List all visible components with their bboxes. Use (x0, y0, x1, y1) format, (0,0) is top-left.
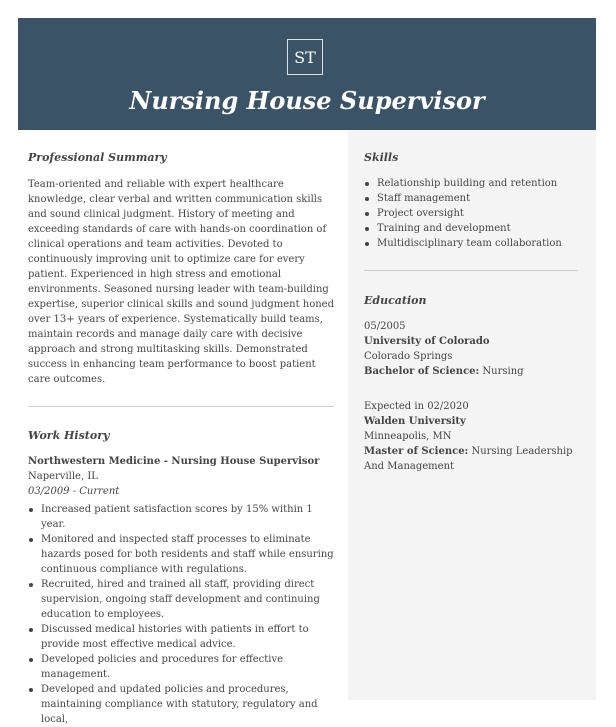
skill-item: Project oversight (364, 206, 584, 221)
job-title: Northwestern Medicine - Nursing House Supervisor (28, 456, 320, 467)
skill-item: Multidisciplinary team collaboration (364, 236, 584, 251)
education-degree (364, 444, 580, 474)
education-date: 05/2005 (364, 321, 406, 332)
degree-field: Nursing (482, 366, 524, 377)
section-divider (364, 270, 578, 271)
job-bullet: Recruited, hired and trained all staff, providing direct supervision, ongoing staff development and continuing education to employees. (28, 577, 338, 622)
education-location: Colorado Springs (364, 351, 453, 362)
resume-title: Nursing House Supervisor (129, 86, 485, 115)
education-date: Expected in 02/2020 (364, 401, 469, 412)
job-bullet: Discussed medical histories with patients in effort to provide most effective medical advice. (28, 622, 338, 652)
summary-heading: Professional Summary (28, 151, 167, 164)
education-heading: Education (364, 294, 427, 307)
skill-item: Staff management (364, 191, 584, 206)
section-divider (28, 406, 334, 407)
education-school: Walden University (364, 416, 466, 427)
skill-item: Training and development (364, 221, 584, 236)
skill-item: Relationship building and retention (364, 176, 584, 191)
job-bullet: Developed and updated policies and procedures, maintaining compliance with statutory, regulatory and local, (28, 682, 338, 727)
job-bullets (28, 502, 338, 727)
summary-text: Team-oriented and reliable with expert healthcare knowledge, clear verbal and written communication skills and sound clinical judgment. History of meeting and exceeding standards of care with hands-on coordination of clinical operations and team activities. Devoted to continuously improving unit to optimize care for every patient. Experienced in high stress and emotional environments. Seasoned nursing leader with team-building expertise, superior clinical skills and sound judgment honed over 13+ years of experience. Systematically build teams, maintain records and manage daily care with decisive approach and strong multitasking skills. Demonstrated success in enhancing team performance to boost patient care outcomes. (28, 179, 335, 385)
job-bullet: Increased patient satisfaction scores by 15% within 1 year. (28, 502, 338, 532)
education-degree (364, 364, 524, 379)
job-location: Naperville, IL (28, 471, 98, 482)
skills-list (364, 176, 584, 251)
degree-label: Master of Science: (364, 446, 469, 457)
work-history-heading: Work History (28, 429, 110, 442)
skills-heading: Skills (364, 151, 399, 164)
education-school: University of Colorado (364, 336, 490, 347)
monogram: ST (287, 39, 323, 75)
degree-label: Bachelor of Science: (364, 366, 480, 377)
job-bullet: Monitored and inspected staff processes to eliminate hazards posed for both residents and staff while ensuring continuous compliance with regulations. (28, 532, 338, 577)
job-dates: 03/2009 - Current (28, 486, 120, 497)
degree-field: Nursing Leadership And Management (364, 446, 573, 472)
job-bullet: Developed policies and procedures for effective management. (28, 652, 338, 682)
education-location: Minneapolis, MN (364, 431, 452, 442)
